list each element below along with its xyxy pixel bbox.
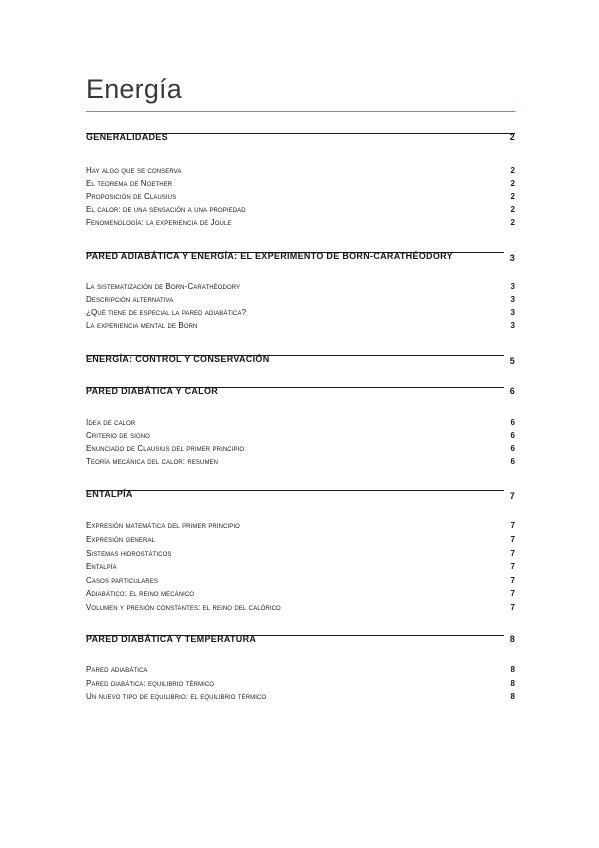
toc-section-rule	[86, 355, 504, 356]
toc-item-page: 6	[510, 444, 515, 453]
toc-section-title[interactable]: PARED ADIABÁTICA Y ENERGÍA: EL EXPERIMENTO DE BORN-CARATHÉODORY	[86, 251, 453, 261]
toc-section-title[interactable]: ENERGÍA: CONTROL Y CONSERVACIÓN	[86, 354, 270, 364]
toc-section-title[interactable]: ENTALPÍA	[86, 489, 133, 499]
toc-item-page: 7	[510, 603, 515, 612]
toc-section-title[interactable]: GENERALIDADES	[86, 132, 168, 142]
toc-section-rule	[86, 490, 504, 491]
toc-section-page: 7	[509, 491, 515, 501]
toc-section-page: 5	[509, 356, 515, 366]
toc-section-rule	[86, 133, 515, 134]
toc-item-page: 7	[510, 589, 515, 598]
toc-item-label[interactable]: La sistematización de Born-Carathéodory	[86, 282, 241, 291]
toc-item-label[interactable]: Teoría mecánica del calor: resumen	[86, 457, 219, 466]
toc-item-page: 3	[510, 308, 515, 317]
toc-item-label[interactable]: Enunciado de Clausius del primer principio	[86, 444, 245, 453]
toc-item-page: 3	[510, 321, 515, 330]
toc-item-page: 8	[510, 665, 515, 674]
toc-item-page: 6	[510, 457, 515, 466]
page-title: Energía	[86, 74, 182, 104]
toc-item-page: 8	[510, 692, 515, 701]
toc-item-page: 8	[510, 679, 515, 688]
toc-section-page: 2	[509, 132, 515, 142]
toc-section-page: 6	[509, 386, 515, 396]
toc-item-label[interactable]: Adiabático: el reino mecánico	[86, 589, 195, 598]
toc-item-page: 3	[510, 295, 515, 304]
toc-section-title[interactable]: PARED DIABÁTICA Y CALOR	[86, 386, 219, 396]
toc-section-title[interactable]: PARED DIABÁTICA Y TEMPERATURA	[86, 634, 257, 644]
toc-item-page: 3	[510, 282, 515, 291]
toc-item-label[interactable]: Fenomenología: la experiencia de Joule	[86, 218, 232, 227]
toc-item-label[interactable]: Sistemas hidrostáticos	[86, 549, 172, 558]
toc-item-page: 2	[510, 179, 515, 188]
toc-item-page: 6	[510, 418, 515, 427]
title-rule	[86, 111, 515, 112]
toc-item-label[interactable]: Expresión general	[86, 535, 155, 544]
toc-item-label[interactable]: La experiencia mental de Born	[86, 321, 198, 330]
toc-item-label[interactable]: El calor: de una sensación a una propiedad	[86, 205, 246, 214]
toc-item-label[interactable]: Expresión matemática del primer principio	[86, 521, 240, 530]
toc-section-page: 8	[509, 634, 515, 644]
toc-section-page: 3	[509, 253, 515, 263]
toc-item-label[interactable]: Criterio de signo	[86, 431, 150, 440]
toc-item-page: 6	[510, 431, 515, 440]
toc-item-label[interactable]: Un nuevo tipo de equilibrio: el equilibrio térmico	[86, 692, 267, 701]
toc-item-label[interactable]: Proposición de Clausius	[86, 192, 177, 201]
toc-item-page: 2	[510, 205, 515, 214]
toc-item-label[interactable]: ¿Qué tiene de especial la pared adiabática?	[86, 308, 247, 317]
toc-item-label[interactable]: Descripción alternativa	[86, 295, 174, 304]
toc-section-rule	[86, 635, 504, 636]
toc-item-label[interactable]: Volumen y presión constantes: el reino del calórico	[86, 603, 281, 612]
toc-item-label[interactable]: Hay algo que se conserva	[86, 166, 182, 175]
toc-item-page: 2	[510, 218, 515, 227]
toc-item-page: 7	[510, 535, 515, 544]
toc-section-rule	[86, 252, 504, 253]
toc-item-label[interactable]: Pared adiabática	[86, 665, 148, 674]
toc-section-rule	[86, 387, 504, 388]
toc-item-label[interactable]: El teorema de Noether	[86, 179, 173, 188]
toc-item-page: 7	[510, 562, 515, 571]
toc-item-page: 7	[510, 549, 515, 558]
toc-item-label[interactable]: Entalpía	[86, 562, 117, 571]
toc-item-label[interactable]: Pared diabática: equilibrio térmico	[86, 679, 215, 688]
toc-item-label[interactable]: Idea de calor	[86, 418, 136, 427]
toc-item-page: 2	[510, 166, 515, 175]
toc-item-page: 2	[510, 192, 515, 201]
toc-item-page: 7	[510, 576, 515, 585]
toc-item-page: 7	[510, 521, 515, 530]
toc-item-label[interactable]: Casos particulares	[86, 576, 158, 585]
